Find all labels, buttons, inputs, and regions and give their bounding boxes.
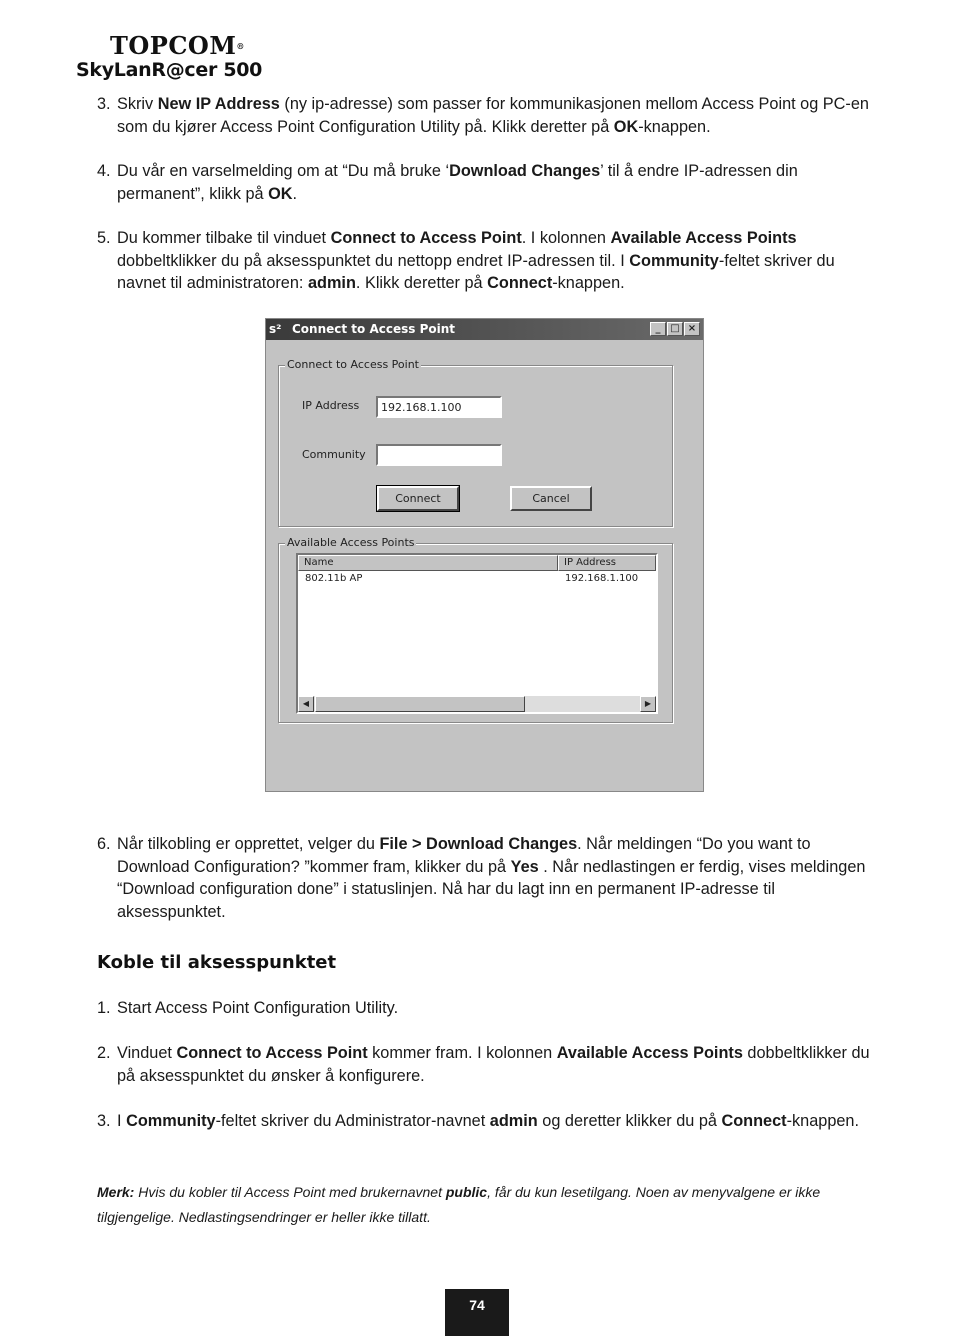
bold-text: OK: [268, 184, 293, 203]
connect-button[interactable]: Connect: [377, 486, 459, 511]
community-input[interactable]: [376, 444, 502, 466]
note: [97, 1180, 889, 1230]
bold-text: public: [445, 1184, 488, 1200]
text: -feltet skriver du Administrator-navnet: [215, 1112, 490, 1130]
scroll-left-icon[interactable]: ◀: [298, 696, 314, 712]
scroll-right-icon[interactable]: ▶: [640, 696, 656, 712]
bold-text: admin: [489, 1112, 538, 1130]
column-header-ip[interactable]: IP Address: [558, 555, 656, 571]
text: Skriv: [117, 95, 158, 113]
text: (ny ip-adresse) som passer for kommunikasjonen mellom Access Point og PC-en som du kjører Access Point Configuration Utility på. Klikk deretter på: [117, 95, 869, 136]
bold-text: Yes: [510, 857, 539, 876]
text: kommer fram. I kolonnen: [367, 1044, 557, 1062]
bold-text: Connect: [487, 274, 553, 292]
bold-text: Connect to Access Point: [330, 229, 522, 247]
text: ’ til å endre IP-adressen din permanent”, klikk på: [117, 162, 798, 203]
bold-text: Available Access Points: [610, 229, 797, 247]
bold-text: New IP Address: [157, 95, 280, 113]
access-points-list[interactable]: [296, 553, 658, 714]
bold-text: Community: [629, 251, 719, 270]
dialog-titlebar: [266, 319, 703, 340]
text: , får du kun lesetilgang. Noen av menyvalgene er ikke tilgjengelige. Nedlastingsendringer er heller ikke tillatt.: [97, 1184, 821, 1225]
text: .: [292, 184, 298, 203]
bold-text: Available Access Points: [556, 1044, 743, 1062]
topcom-logo: TOPCOM®: [110, 31, 245, 60]
community-label: Community: [302, 448, 366, 461]
minimize-icon[interactable]: _: [650, 322, 666, 336]
connect-dialog-screenshot: [265, 318, 704, 792]
text: -knappen.: [638, 117, 711, 136]
bold-text: Community: [126, 1112, 216, 1130]
text: Du vår en varselmelding om at “Du må bruke ‘: [117, 162, 450, 180]
cancel-button[interactable]: Cancel: [510, 486, 592, 511]
row-ip[interactable]: 192.168.1.100: [565, 573, 639, 584]
step-6: 6. Når tilkobling er opprettet, velger du File > Download Changes. Når meldingen “Do you want to Download Configuration? ”kommer fram, klikker du på Yes . Når nedlastingen er ferdig, vises meldingen “Download configuration done” i statuslinjen. Nå har du lagt inn en permanent IP-adresse til aksesspunktet.: [97, 835, 866, 921]
brand-header: [76, 31, 263, 81]
text: Vinduet: [117, 1044, 177, 1062]
page-number: 74: [445, 1289, 509, 1336]
bold-text: Download Changes: [449, 162, 601, 180]
horizontal-scrollbar[interactable]: [298, 696, 656, 712]
bold-text: admin: [307, 274, 356, 292]
text: dobbeltklikker du på aksesspunktet du nettopp endret IP-adressen til. I: [117, 251, 630, 270]
bold-text: Connect to Access Point: [176, 1044, 368, 1062]
maximize-icon[interactable]: □: [667, 322, 683, 336]
text: . Klikk deretter på: [355, 274, 488, 292]
text: -knappen.: [786, 1112, 860, 1130]
ip-address-input[interactable]: 192.168.1.100: [376, 396, 502, 418]
text: I: [117, 1112, 127, 1130]
section-heading: Koble til aksesspunktet: [97, 952, 337, 973]
text: . Når meldingen “Do you want to Download Configuration? ”kommer fram, klikker du på: [117, 835, 811, 876]
scroll-thumb[interactable]: [315, 696, 525, 712]
text: . Når nedlastingen er ferdig, vises meldingen “Download configuration done” i statuslinjen. Nå har du lagt inn en permanent IP-adresse til aksesspunktet.: [117, 857, 866, 921]
step-4: 4. Du vår en varselmelding om at “Du må bruke ‘Download Changes’ til å endre IP-adressen din permanent”, klikk på OK.: [97, 162, 798, 203]
text: Hvis du kobler til Access Point med brukernavnet: [134, 1184, 446, 1200]
ip-address-label: IP Address: [302, 399, 360, 412]
step-5: 5. Du kommer tilbake til vinduet Connect to Access Point. I kolonnen Available Access Points dobbeltklikker du på aksesspunktet du nettopp endret IP-adressen til. I Community-feltet skriver du navnet til administratoren: admin. Klikk deretter på Connect-knappen.: [97, 229, 835, 292]
step-b3: 3. I Community-feltet skriver du Administrator-navnet admin og deretter klikker du på Connect-knappen.: [97, 1112, 860, 1130]
window-icon: s²: [269, 322, 282, 336]
dialog-title: Connect to Access Point: [292, 322, 456, 336]
text: -knappen.: [552, 274, 625, 292]
connect-group: Connect to Access Point: [278, 365, 673, 527]
step-b2: 2. Vinduet Connect to Access Point kommer fram. I kolonnen Available Access Points dobbeltklikker du på aksesspunktet du ønsker å konfigurere.: [97, 1044, 870, 1085]
bold-text: Connect: [721, 1112, 787, 1130]
product-name: SkyLanR@cer 500: [76, 59, 263, 81]
step-b1: 1. Start Access Point Configuration Utility.: [97, 999, 399, 1017]
text: og deretter klikker du på: [537, 1112, 722, 1130]
text: Start Access Point Configuration Utility.: [117, 999, 399, 1017]
row-name[interactable]: 802.11b AP: [305, 573, 363, 584]
text: . I kolonnen: [521, 229, 611, 247]
note-label: Merk:: [97, 1184, 135, 1200]
text: -feltet skriver du navnet til administratoren:: [117, 251, 835, 292]
bold-text: OK: [613, 117, 639, 136]
bold-text: File > Download Changes: [379, 835, 578, 853]
text: dobbeltklikker du på aksesspunktet du ønsker å konfigurere.: [117, 1044, 870, 1085]
step-3: 3. Skriv New IP Address (ny ip-adresse) som passer for kommunikasjonen mellom Access Point og PC-en som du kjører Access Point Configuration Utility på. Klikk deretter på OK-knappen.: [97, 95, 869, 136]
text: Du kommer tilbake til vinduet: [117, 229, 331, 247]
available-group: Available Access Points: [278, 543, 673, 723]
text: Når tilkobling er opprettet, velger du: [117, 835, 380, 853]
close-icon[interactable]: ×: [684, 322, 700, 336]
column-header-name[interactable]: Name: [298, 555, 558, 571]
